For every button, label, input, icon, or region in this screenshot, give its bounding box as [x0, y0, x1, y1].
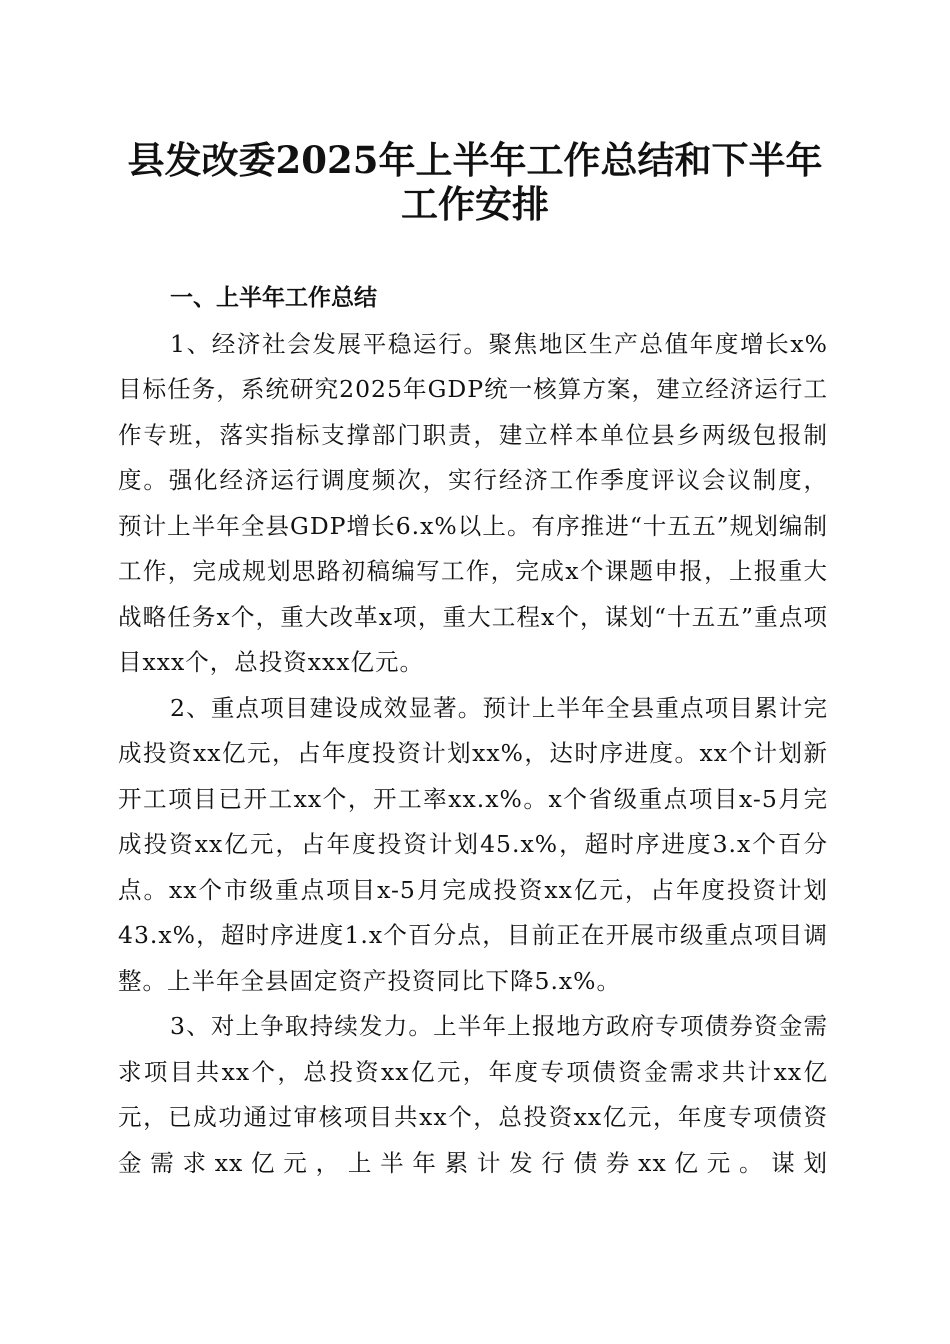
paragraph-1: 1、经济社会发展平稳运行。聚焦地区生产总值年度增长x%目标任务，系统研究2025年GDP统一核算方案，建立经济运行工作专班，落实指标支撑部门职责，建立样本单位县乡两级包报制度。强化经济运行调度频次，实行经济工作季度评议会议制度，预计上半年全县GDP增长6.x%以上。有序推进“十五五”规划编制工作，完成规划思路初稿编写工作，完成x个课题申报，上报重大战略任务x个，重大改革x项，重大工程x个，谋划“十五五”重点项目xxx个，总投资xxx亿元。 [118, 329, 828, 676]
paragraph-3: 3、对上争取持续发力。上半年上报地方政府专项债券资金需求项目共xx个，总投资xx亿元，年度专项债资金需求共计xx亿元，已成功通过审核项目共xx个，总投资xx亿元，年度专项债资金需求xx亿元，上半年累计发行债券xx亿元。谋划 [118, 1012, 828, 1177]
paragraph-2: 2、重点项目建设成效显著。预计上半年全县重点项目累计完成投资xx亿元，占年度投资计划xx%，达时序进度。xx个计划新开工项目已开工xx个，开工率xx.x%。x个省级重点项目x-5月完成投资xx亿元，占年度投资计划45.x%，超时序进度3.x个百分点。xx个市级重点项目x-5月完成投资xx亿元，占年度投资计划43.x%，超时序进度1.x个百分点，目前正在开展市级重点项目调整。上半年全县固定资产投资同比下降5.x%。 [118, 693, 828, 995]
section-heading: 一、上半年工作总结 [170, 285, 377, 311]
document-body [118, 276, 828, 1186]
document-title: 县发改委2025年上半年工作总结和下半年工作安排 [127, 138, 823, 226]
